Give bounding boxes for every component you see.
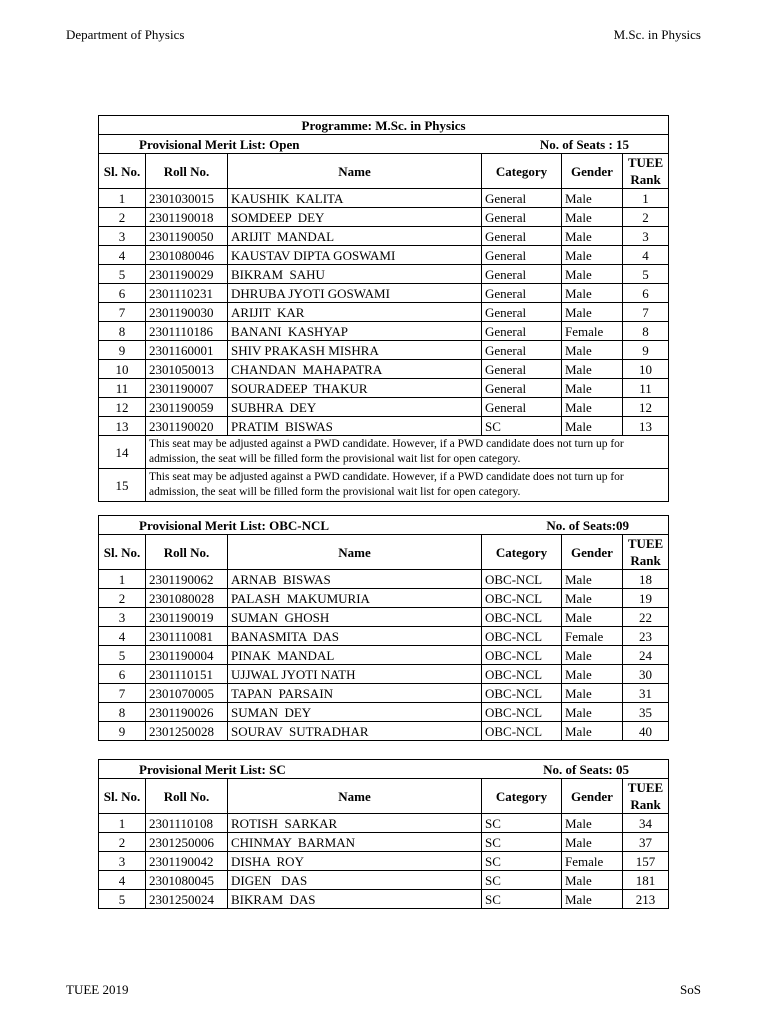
cell-tuee-rank: 8 — [623, 322, 669, 341]
cell-gender: Male — [562, 284, 623, 303]
table-row — [99, 608, 669, 627]
cell-name: ARNAB BISWAS — [228, 570, 482, 589]
table-row — [99, 360, 669, 379]
cell-sl-no: 12 — [99, 398, 146, 417]
cell-sl-no: 5 — [99, 646, 146, 665]
merit-list-title-obc: Provisional Merit List: OBC-NCL — [139, 517, 330, 533]
cell-category: OBC-NCL — [482, 722, 562, 741]
table-row — [99, 871, 669, 890]
cell-sl-no: 3 — [99, 608, 146, 627]
cell-gender: Female — [562, 852, 623, 871]
cell-name: PALASH MAKUMURIA — [228, 589, 482, 608]
table-row — [99, 246, 669, 265]
cell-name: SOURAV SUTRADHAR — [228, 722, 482, 741]
cell-name: CHINMAY BARMAN — [228, 833, 482, 852]
cell-gender: Male — [562, 303, 623, 322]
table-row — [99, 814, 669, 833]
table-row — [99, 589, 669, 608]
cell-roll-no: 2301250006 — [146, 833, 228, 852]
cell-roll-no: 2301190050 — [146, 227, 228, 246]
table-row — [99, 890, 669, 909]
col-sl-no: Sl. No. — [99, 535, 146, 570]
table-row — [99, 833, 669, 852]
cell-tuee-rank: 2 — [623, 208, 669, 227]
cell-name: SUMAN GHOSH — [228, 608, 482, 627]
cell-category: OBC-NCL — [482, 665, 562, 684]
merit-list-title-open: Provisional Merit List: Open — [139, 136, 300, 152]
cell-roll-no: 2301190042 — [146, 852, 228, 871]
cell-category: General — [482, 265, 562, 284]
cell-category: General — [482, 398, 562, 417]
table-row — [99, 189, 669, 208]
cell-tuee-rank: 3 — [623, 227, 669, 246]
cell-roll-no: 2301190018 — [146, 208, 228, 227]
cell-gender: Male — [562, 265, 623, 284]
table-row — [99, 265, 669, 284]
cell-gender: Male — [562, 208, 623, 227]
cell-tuee-rank: 35 — [623, 703, 669, 722]
cell-category: SC — [482, 417, 562, 436]
seats-count-obc: No. of Seats:09 — [546, 517, 630, 533]
cell-sl-no: 3 — [99, 227, 146, 246]
cell-roll-no: 2301080028 — [146, 589, 228, 608]
cell-gender: Male — [562, 227, 623, 246]
cell-roll-no: 2301250028 — [146, 722, 228, 741]
cell-roll-no: 2301190004 — [146, 646, 228, 665]
cell-sl-no: 1 — [99, 189, 146, 208]
col-sl-no: Sl. No. — [99, 779, 146, 814]
page-footer-right: SoS — [680, 982, 701, 997]
table-header-row — [99, 535, 669, 570]
cell-roll-no: 2301160001 — [146, 341, 228, 360]
table-row — [99, 398, 669, 417]
cell-roll-no: 2301190020 — [146, 417, 228, 436]
cell-category: OBC-NCL — [482, 627, 562, 646]
cell-gender: Male — [562, 608, 623, 627]
cell-name: SUBHRA DEY — [228, 398, 482, 417]
cell-gender: Male — [562, 589, 623, 608]
cell-gender: Male — [562, 417, 623, 436]
cell-roll-no: 2301030015 — [146, 189, 228, 208]
table-row — [99, 227, 669, 246]
cell-category: OBC-NCL — [482, 608, 562, 627]
cell-sl-no: 9 — [99, 722, 146, 741]
note-text: This seat may be adjusted against a PWD candidate. However, if a PWD candidate does not turn up for admission, the seat will be filled form the provisional wait list for open category. — [146, 469, 669, 502]
cell-gender: Male — [562, 360, 623, 379]
cell-name: ARIJIT MANDAL — [228, 227, 482, 246]
col-sl-no: Sl. No. — [99, 154, 146, 189]
col-gender: Gender — [562, 154, 623, 189]
cell-roll-no: 2301190062 — [146, 570, 228, 589]
note-sl: 15 — [99, 469, 146, 502]
col-name: Name — [228, 154, 482, 189]
cell-tuee-rank: 23 — [623, 627, 669, 646]
note-text: This seat may be adjusted against a PWD candidate. However, if a PWD candidate does not turn up for admission, the seat will be filled form the provisional wait list for open category. — [146, 436, 669, 469]
cell-name: DISHA ROY — [228, 852, 482, 871]
cell-category: General — [482, 341, 562, 360]
col-tuee-rank: TUEE Rank — [623, 154, 669, 189]
cell-roll-no: 2301110108 — [146, 814, 228, 833]
cell-roll-no: 2301190030 — [146, 303, 228, 322]
cell-name: BANASMITA DAS — [228, 627, 482, 646]
programme-title: Programme: M.Sc. in Physics — [99, 116, 669, 135]
cell-roll-no: 2301080045 — [146, 871, 228, 890]
note-row — [99, 469, 669, 502]
table-header-row — [99, 154, 669, 189]
cell-category: SC — [482, 814, 562, 833]
cell-category: SC — [482, 890, 562, 909]
note-row — [99, 436, 669, 469]
col-tuee-rank: TUEE Rank — [623, 779, 669, 814]
cell-name: SUMAN DEY — [228, 703, 482, 722]
merit-list-title-sc: Provisional Merit List: SC — [139, 761, 286, 777]
table-row — [99, 852, 669, 871]
cell-category: General — [482, 284, 562, 303]
cell-category: SC — [482, 852, 562, 871]
cell-tuee-rank: 19 — [623, 589, 669, 608]
cell-sl-no: 7 — [99, 303, 146, 322]
cell-sl-no: 4 — [99, 246, 146, 265]
cell-tuee-rank: 30 — [623, 665, 669, 684]
cell-gender: Male — [562, 379, 623, 398]
cell-roll-no: 2301070005 — [146, 684, 228, 703]
cell-category: General — [482, 379, 562, 398]
cell-tuee-rank: 22 — [623, 608, 669, 627]
cell-name: TAPAN PARSAIN — [228, 684, 482, 703]
cell-tuee-rank: 40 — [623, 722, 669, 741]
cell-name: BIKRAM SAHU — [228, 265, 482, 284]
cell-tuee-rank: 34 — [623, 814, 669, 833]
cell-category: General — [482, 322, 562, 341]
cell-sl-no: 2 — [99, 589, 146, 608]
col-category: Category — [482, 535, 562, 570]
cell-roll-no: 2301110231 — [146, 284, 228, 303]
cell-sl-no: 11 — [99, 379, 146, 398]
cell-tuee-rank: 9 — [623, 341, 669, 360]
cell-sl-no: 10 — [99, 360, 146, 379]
cell-name: UJJWAL JYOTI NATH — [228, 665, 482, 684]
cell-tuee-rank: 13 — [623, 417, 669, 436]
cell-name: SHIV PRAKASH MISHRA — [228, 341, 482, 360]
cell-sl-no: 5 — [99, 890, 146, 909]
cell-gender: Male — [562, 871, 623, 890]
cell-sl-no: 1 — [99, 570, 146, 589]
table-row — [99, 722, 669, 741]
cell-tuee-rank: 37 — [623, 833, 669, 852]
cell-gender: Male — [562, 646, 623, 665]
cell-gender: Female — [562, 322, 623, 341]
cell-tuee-rank: 18 — [623, 570, 669, 589]
col-roll-no: Roll No. — [146, 779, 228, 814]
cell-gender: Male — [562, 398, 623, 417]
cell-gender: Male — [562, 570, 623, 589]
cell-name: PINAK MANDAL — [228, 646, 482, 665]
col-name: Name — [228, 535, 482, 570]
table-row — [99, 684, 669, 703]
col-roll-no: Roll No. — [146, 535, 228, 570]
col-tuee-rank: TUEE Rank — [623, 535, 669, 570]
table-row — [99, 646, 669, 665]
table-row — [99, 284, 669, 303]
merit-table-open — [98, 115, 669, 502]
page-header-right: M.Sc. in Physics — [613, 27, 701, 42]
cell-sl-no: 9 — [99, 341, 146, 360]
table-row — [99, 208, 669, 227]
cell-sl-no: 4 — [99, 871, 146, 890]
cell-name: ROTISH SARKAR — [228, 814, 482, 833]
cell-sl-no: 8 — [99, 322, 146, 341]
cell-category: SC — [482, 833, 562, 852]
cell-category: OBC-NCL — [482, 570, 562, 589]
cell-tuee-rank: 6 — [623, 284, 669, 303]
cell-tuee-rank: 24 — [623, 646, 669, 665]
cell-sl-no: 5 — [99, 265, 146, 284]
cell-category: General — [482, 208, 562, 227]
cell-category: General — [482, 246, 562, 265]
cell-tuee-rank: 213 — [623, 890, 669, 909]
cell-name: KAUSTAV DIPTA GOSWAMI — [228, 246, 482, 265]
table-row — [99, 341, 669, 360]
table-row — [99, 627, 669, 646]
cell-category: General — [482, 189, 562, 208]
cell-category: OBC-NCL — [482, 703, 562, 722]
cell-name: BIKRAM DAS — [228, 890, 482, 909]
table-row — [99, 322, 669, 341]
cell-roll-no: 2301190007 — [146, 379, 228, 398]
cell-gender: Male — [562, 722, 623, 741]
cell-roll-no: 2301110081 — [146, 627, 228, 646]
cell-gender: Male — [562, 246, 623, 265]
table-row — [99, 379, 669, 398]
table-row — [99, 570, 669, 589]
cell-name: CHANDAN MAHAPATRA — [228, 360, 482, 379]
cell-tuee-rank: 31 — [623, 684, 669, 703]
merit-table-obc-ncl — [98, 515, 669, 741]
cell-category: OBC-NCL — [482, 684, 562, 703]
col-name: Name — [228, 779, 482, 814]
cell-name: DHRUBA JYOTI GOSWAMI — [228, 284, 482, 303]
cell-sl-no: 3 — [99, 852, 146, 871]
cell-sl-no: 2 — [99, 208, 146, 227]
cell-name: BANANI KASHYAP — [228, 322, 482, 341]
cell-roll-no: 2301190019 — [146, 608, 228, 627]
col-gender: Gender — [562, 535, 623, 570]
cell-category: General — [482, 360, 562, 379]
table-row — [99, 303, 669, 322]
col-roll-no: Roll No. — [146, 154, 228, 189]
cell-tuee-rank: 181 — [623, 871, 669, 890]
table-row — [99, 703, 669, 722]
col-category: Category — [482, 779, 562, 814]
cell-gender: Male — [562, 189, 623, 208]
cell-sl-no: 13 — [99, 417, 146, 436]
cell-tuee-rank: 157 — [623, 852, 669, 871]
cell-name: ARIJIT KAR — [228, 303, 482, 322]
cell-tuee-rank: 1 — [623, 189, 669, 208]
cell-tuee-rank: 4 — [623, 246, 669, 265]
cell-category: General — [482, 303, 562, 322]
col-category: Category — [482, 154, 562, 189]
cell-tuee-rank: 11 — [623, 379, 669, 398]
cell-gender: Male — [562, 684, 623, 703]
seats-count-sc: No. of Seats: 05 — [543, 761, 630, 777]
cell-roll-no: 2301050013 — [146, 360, 228, 379]
col-gender: Gender — [562, 779, 623, 814]
cell-roll-no: 2301190059 — [146, 398, 228, 417]
cell-tuee-rank: 7 — [623, 303, 669, 322]
cell-roll-no: 2301250024 — [146, 890, 228, 909]
cell-tuee-rank: 5 — [623, 265, 669, 284]
cell-roll-no: 2301110186 — [146, 322, 228, 341]
cell-sl-no: 6 — [99, 284, 146, 303]
page-header-left: Department of Physics — [66, 27, 185, 42]
cell-gender: Female — [562, 627, 623, 646]
cell-gender: Male — [562, 833, 623, 852]
cell-sl-no: 7 — [99, 684, 146, 703]
cell-gender: Male — [562, 341, 623, 360]
cell-gender: Male — [562, 814, 623, 833]
cell-roll-no: 2301110151 — [146, 665, 228, 684]
table-row — [99, 665, 669, 684]
cell-sl-no: 6 — [99, 665, 146, 684]
cell-tuee-rank: 12 — [623, 398, 669, 417]
cell-category: General — [482, 227, 562, 246]
cell-gender: Male — [562, 890, 623, 909]
cell-gender: Male — [562, 703, 623, 722]
cell-category: OBC-NCL — [482, 646, 562, 665]
cell-name: SOMDEEP DEY — [228, 208, 482, 227]
cell-name: KAUSHIK KALITA — [228, 189, 482, 208]
seats-count-open: No. of Seats : 15 — [539, 136, 630, 152]
cell-category: SC — [482, 871, 562, 890]
note-sl: 14 — [99, 436, 146, 469]
cell-sl-no: 8 — [99, 703, 146, 722]
merit-table-sc — [98, 759, 669, 909]
cell-gender: Male — [562, 665, 623, 684]
cell-sl-no: 1 — [99, 814, 146, 833]
cell-category: OBC-NCL — [482, 589, 562, 608]
cell-name: DIGEN DAS — [228, 871, 482, 890]
cell-sl-no: 4 — [99, 627, 146, 646]
cell-roll-no: 2301080046 — [146, 246, 228, 265]
page-footer-left: TUEE 2019 — [66, 982, 129, 997]
cell-sl-no: 2 — [99, 833, 146, 852]
cell-name: SOURADEEP THAKUR — [228, 379, 482, 398]
table-header-row — [99, 779, 669, 814]
cell-roll-no: 2301190029 — [146, 265, 228, 284]
table-row — [99, 417, 669, 436]
cell-tuee-rank: 10 — [623, 360, 669, 379]
cell-roll-no: 2301190026 — [146, 703, 228, 722]
cell-name: PRATIM BISWAS — [228, 417, 482, 436]
